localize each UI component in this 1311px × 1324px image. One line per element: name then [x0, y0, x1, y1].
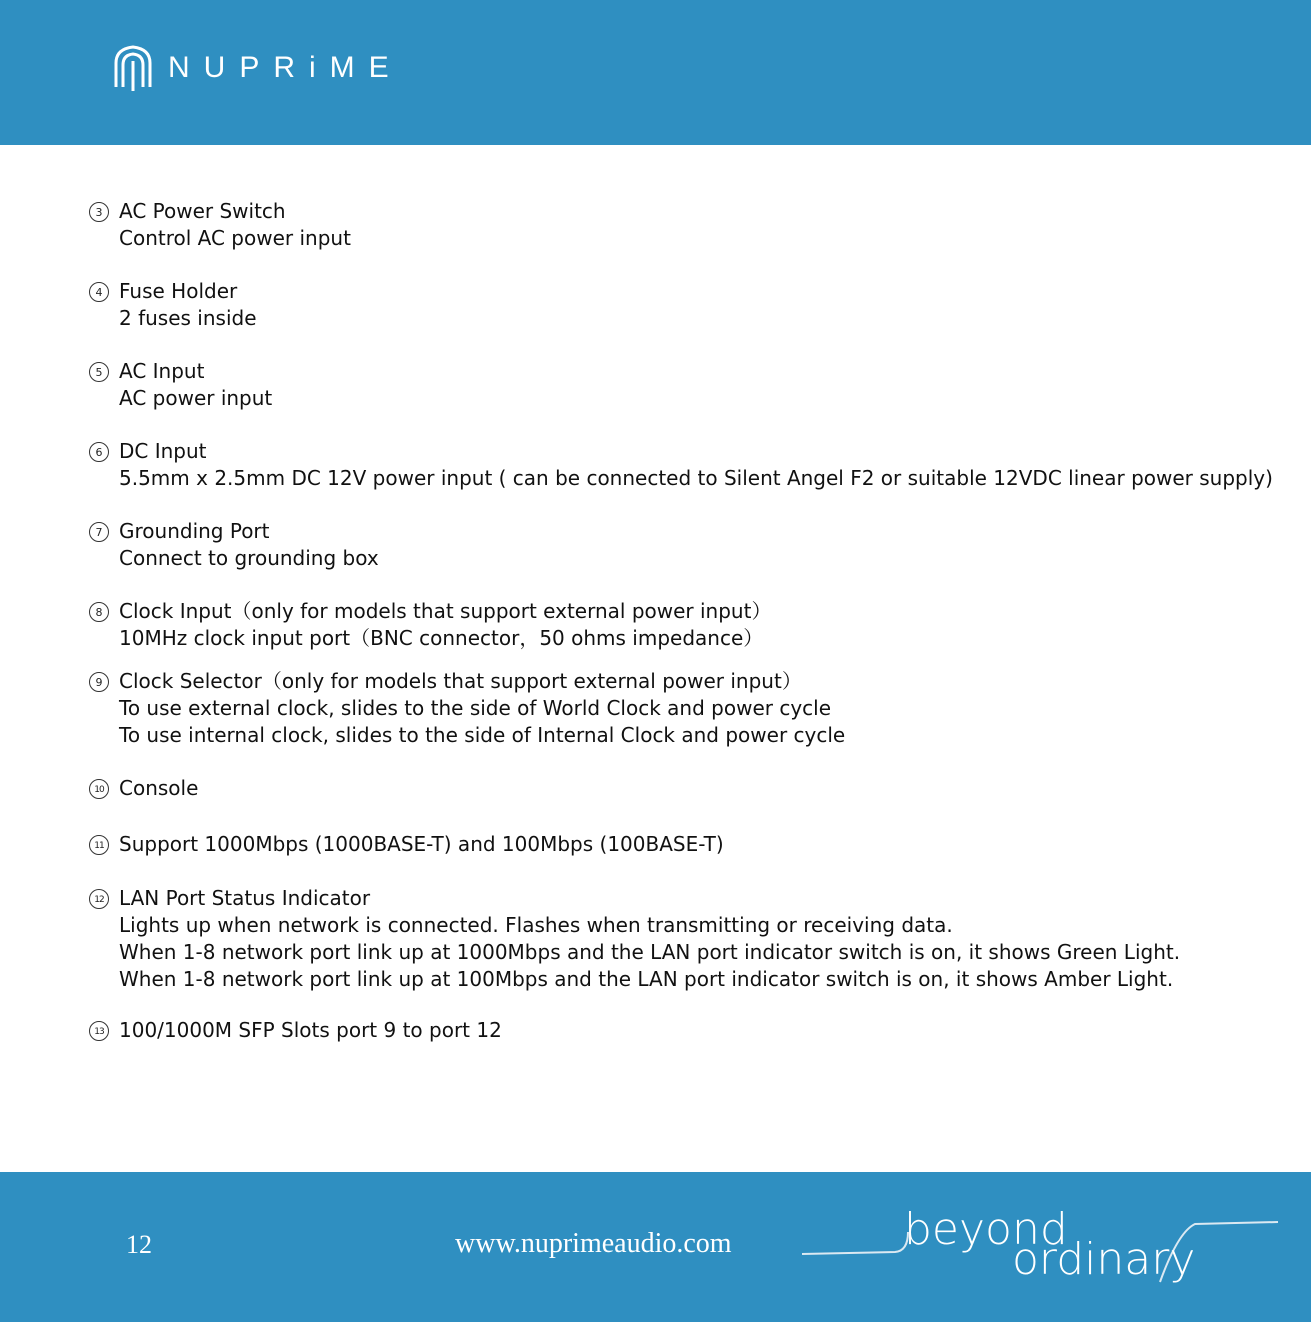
item-title: DC Input [119, 439, 207, 463]
item-number-badge: 9 [89, 672, 109, 692]
item-description: 10MHz clock input port（BNC connector，50 ohms impedance） [119, 626, 764, 650]
item-title: LAN Port Status Indicator [119, 886, 371, 910]
item-description: To use internal clock, slides to the side of Internal Clock and power cycle [119, 723, 846, 747]
item-description: 2 fuses inside [119, 306, 257, 330]
item-number-badge: 8 [89, 602, 109, 622]
item-description: Connect to grounding box [119, 546, 379, 570]
footer-bar [0, 1172, 1311, 1322]
item-number-badge: 3 [89, 202, 109, 222]
tagline-graphic [800, 1172, 1290, 1322]
item-description: 5.5mm x 2.5mm DC 12V power input ( can be connected to Silent Angel F2 or suitable 12VDC linear power supply) [119, 466, 1273, 490]
item-title: Clock Selector（only for models that support external power input） [119, 669, 802, 693]
item-title: AC Power Switch [119, 199, 286, 223]
page-number: 12 [126, 1230, 152, 1259]
website-url: www.nuprimeaudio.com [455, 1228, 732, 1259]
item-description: When 1-8 network port link up at 100Mbps and the LAN port indicator switch is on, it shows Amber Light. [119, 967, 1174, 991]
item-number-badge: 11 [89, 835, 109, 855]
item-number-badge: 5 [89, 362, 109, 382]
item-title: Grounding Port [119, 519, 270, 543]
item-description: Control AC power input [119, 226, 351, 250]
item-description: To use external clock, slides to the side of World Clock and power cycle [119, 696, 832, 720]
item-description: AC power input [119, 386, 273, 410]
item-number-badge: 4 [89, 282, 109, 302]
item-title: 100/1000M SFP Slots port 9 to port 12 [119, 1018, 502, 1042]
item-title: Support 1000Mbps (1000BASE-T) and 100Mbps (100BASE-T) [119, 832, 724, 856]
header-bar [0, 0, 1311, 145]
item-title: Fuse Holder [119, 279, 238, 303]
brand-name: NUPRiME [168, 51, 403, 84]
item-number-badge: 10 [89, 779, 109, 799]
item-title: Clock Input（only for models that support external power input） [119, 599, 772, 623]
tagline-beyond: beyond [904, 1204, 1068, 1255]
item-title: AC Input [119, 359, 205, 383]
item-number-badge: 6 [89, 442, 109, 462]
item-number-badge: 12 [89, 889, 109, 909]
item-number-badge: 13 [89, 1021, 109, 1041]
nuprime-logo-icon [112, 43, 154, 93]
item-description: When 1-8 network port link up at 1000Mbps and the LAN port indicator switch is on, it shows Green Light. [119, 940, 1181, 964]
item-title: Console [119, 776, 199, 800]
item-description: Lights up when network is connected. Flashes when transmitting or receiving data. [119, 913, 953, 937]
brand-logo [112, 42, 403, 94]
tagline-ordinary: ordinary [1012, 1234, 1196, 1285]
item-number-badge: 7 [89, 522, 109, 542]
